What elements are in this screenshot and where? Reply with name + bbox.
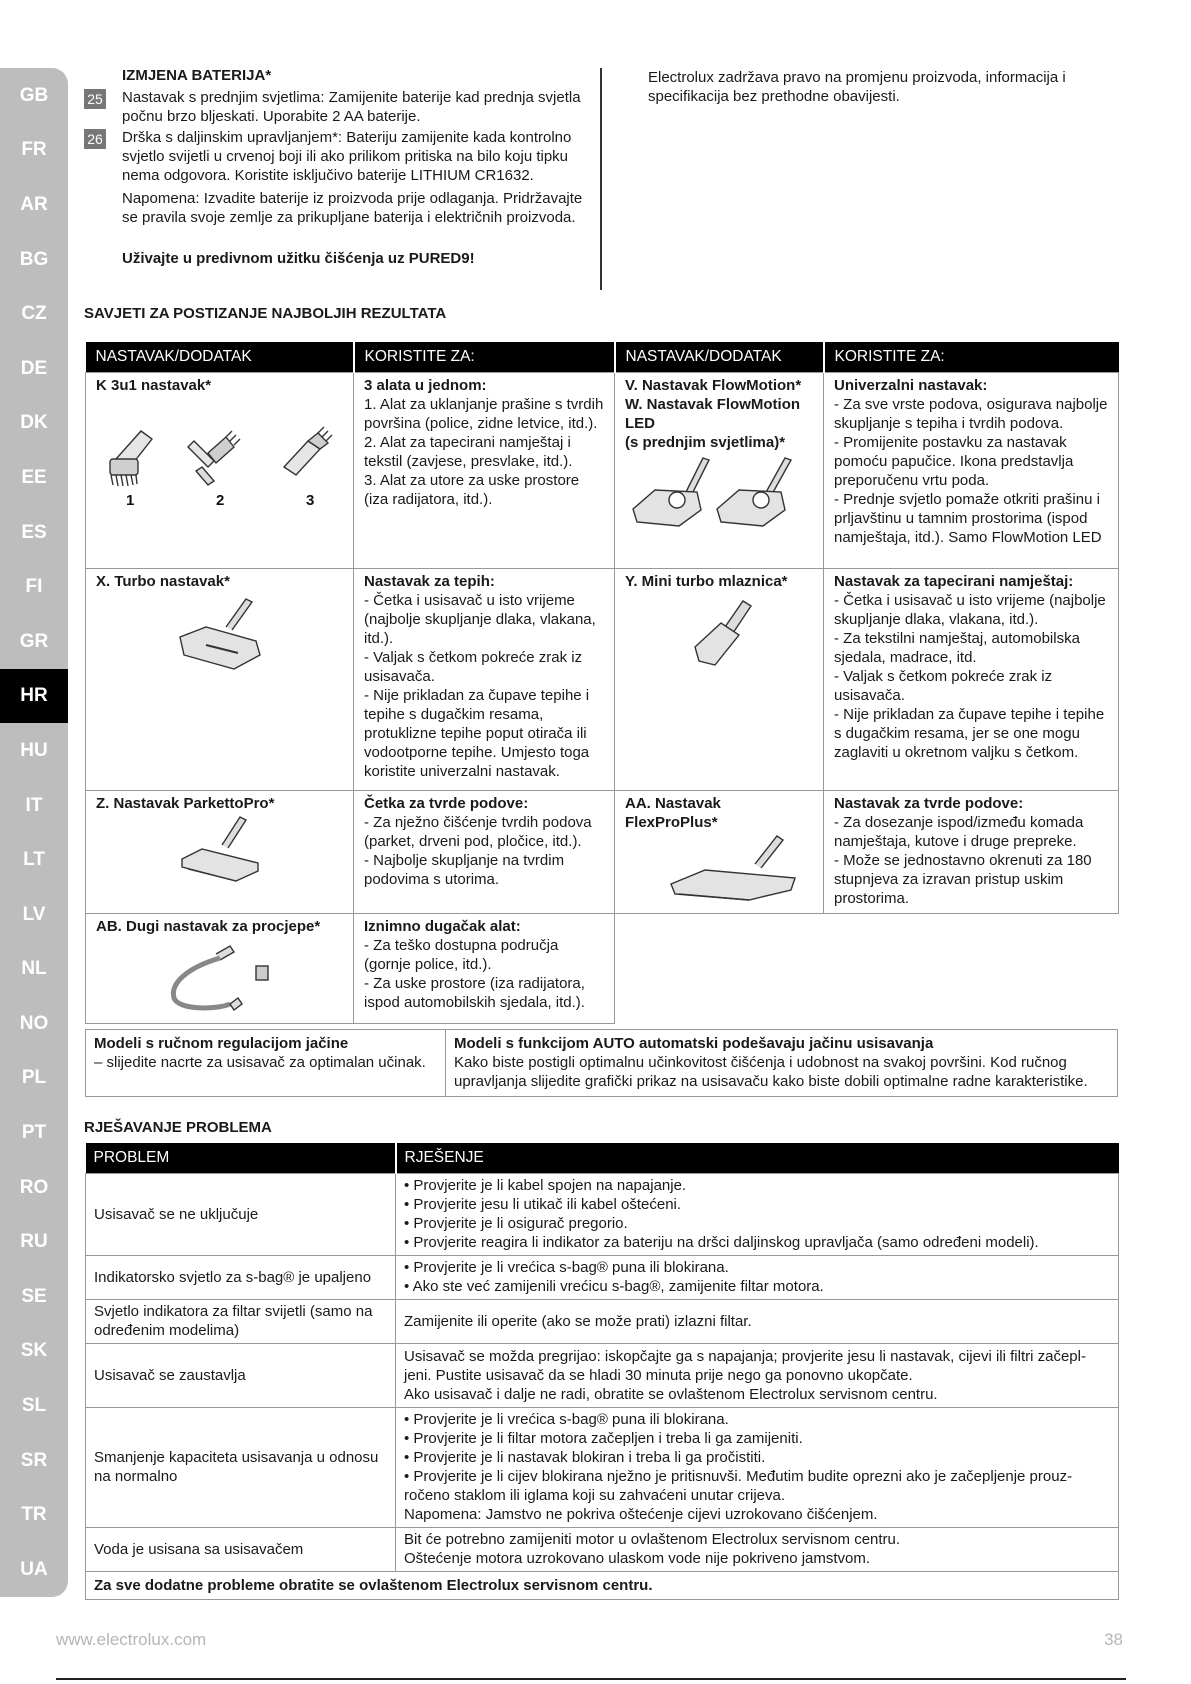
auto-models-text: Kako biste postigli optimalnu učinkovitost čišćenja i udobnost na svakoj površini. Kod ručnog upravljanja slijedite grafički prikaz na usisavaču kako biste dobili optimalne radne karakteristike. — [454, 1054, 1088, 1090]
troubleshooting-header — [86, 1143, 1119, 1173]
language-tab-cz[interactable]: CZ — [0, 286, 68, 341]
problem-cell: Svjetlo indikatora za filtar svijetli (samo na određenim modelima) — [86, 1299, 396, 1343]
use-title: Četka za tvrde podove: — [364, 794, 529, 812]
col-header: NASTAVAK/DODATAK — [86, 342, 354, 372]
problem-cell: Usisavač se zaustavlja — [86, 1343, 396, 1407]
tips-title: SAVJETI ZA POSTIZANJE NAJBOLJIH REZULTATA — [84, 305, 447, 322]
troubleshooting-title: RJEŠAVANJE PROBLEMA — [84, 1119, 272, 1136]
language-tab-ua[interactable]: UA — [0, 1542, 68, 1597]
solution-cell: • Provjerite je li kabel spojen na napajanje. • Provjerite jesu li utikač ili kabel oštećeni. • Provjerite je li osigurač pregorio. • Provjerite reagira li indikator za bateriju na dršci daljinskog upravljača (samo određeni modeli). — [396, 1173, 1119, 1255]
table-row — [86, 913, 1119, 1023]
language-tab-lt[interactable]: LT — [0, 832, 68, 887]
empty-cell — [824, 913, 1119, 1023]
use-title: Iznimno dugačak alat: — [364, 917, 521, 935]
item-number-badge: 25 — [84, 89, 106, 109]
table-row — [86, 790, 1119, 913]
accessory-aa-use — [824, 790, 1119, 913]
long-crevice-illustration — [96, 938, 343, 1018]
manual-models — [86, 1030, 446, 1096]
language-tab-hu[interactable]: HU — [0, 723, 68, 778]
accessory-k — [86, 372, 354, 568]
table-row — [86, 1299, 1119, 1343]
accessory-k-use — [354, 372, 615, 568]
language-tab-it[interactable]: IT — [0, 778, 68, 833]
solution-cell: • Provjerite je li vrećica s-bag® puna ili blokirana. • Provjerite je li filtar motora začepljen i treba li ga zamijeniti. • Provjerite je li nastavak blokiran i treba li ga pročistiti. • Provjerite je li cijev blokirana nježno je pritisnuvši. Međutim budite oprezni ako je začepljenje prouz- ročeno staklom ili iglama koji su zahvaćeni unutar crijeva. Napomena: Jamstvo ne pokriva oštećenje cijevi uzrokovano čišćenjem. — [396, 1407, 1119, 1527]
use-text: - Za teško dostupna područja (gornje police, itd.). - Za uske prostore (iza radijatora, ispod automobilskih sjedala, itd.). — [364, 936, 585, 1011]
use-title: Univerzalni nastavak: — [834, 376, 988, 394]
language-tab-fr[interactable]: FR — [0, 123, 68, 178]
language-tab-sl[interactable]: SL — [0, 1378, 68, 1433]
language-tab-hr[interactable]: HR — [0, 669, 68, 724]
accessory-x-use — [354, 568, 615, 790]
flowmotion-illustration — [625, 454, 813, 539]
troubleshooting-table — [85, 1143, 1119, 1600]
use-text: - Za dosezanje ispod/između komada namještaja, kutove i druge prepreke. - Može se jednostavno okrenuti za 180 stupnjeva za izravan pristup uskim prostorima. — [834, 813, 1092, 907]
language-tab-dk[interactable]: DK — [0, 396, 68, 451]
accessory-y — [615, 568, 824, 790]
accessory-table — [85, 342, 1119, 1024]
flexpro-illustration — [625, 834, 813, 909]
battery-title: IZMJENA BATERIJA* — [122, 67, 272, 84]
problem-cell: Voda je usisana sa usisavačem — [86, 1527, 396, 1571]
table-row — [86, 372, 1119, 568]
language-tab-ru[interactable]: RU — [0, 1214, 68, 1269]
auto-models — [446, 1030, 1117, 1096]
col-header: PROBLEM — [86, 1143, 396, 1173]
auto-models-title: Modeli s funkcijom AUTO automatski podešavaju jačinu usisavanja — [454, 1035, 934, 1052]
tool-label: 2 — [216, 491, 225, 509]
use-text: - Četka i usisavač u isto vrijeme (najbolje skupljanje dlaka, vlakana, itd.). - Za tekstilni namještaj, automobilska sjedala, madrace, itd. - Valjak s četkom pokreće zrak iz usisavača. - Nije prikladan za čupave tepihe i tepihe s dugačkim resama, jer se one mogu zaglaviti u okretnom valjku s četkom. — [834, 591, 1106, 761]
empty-cell — [615, 913, 824, 1023]
use-title: Nastavak za tapecirani namještaj: — [834, 572, 1074, 590]
language-tab-ee[interactable]: EE — [0, 450, 68, 505]
accessory-name: X. Turbo nastavak* — [96, 572, 230, 590]
table-row — [86, 1343, 1119, 1407]
problem-cell: Smanjenje kapaciteta usisavanja u odnosu na normalno — [86, 1407, 396, 1527]
language-tab-pl[interactable]: PL — [0, 1051, 68, 1106]
use-text: - Četka i usisavač u isto vrijeme (najbolje skupljanje dlaka, vlakana, itd.). - Valjak s četkom pokreće zrak iz usisavača. - Nije prikladan za čupave tepihe i tepihe s dugačkim resama, protuklizne tepihe poput otirača ili vodootporne tepihe. Umjesto toga koristite univerzalni nastavak. — [364, 591, 596, 780]
manual-models-text: – slijedite nacrte za usisavač za optimalan učinak. — [94, 1054, 426, 1071]
troubleshooting-footer: Za sve dodatne probleme obratite se ovlaštenom Electrolux servisnom centru. — [86, 1571, 1119, 1599]
language-tab-nl[interactable]: NL — [0, 942, 68, 997]
language-tab-pt[interactable]: PT — [0, 1105, 68, 1160]
manual-models-title: Modeli s ručnom regulacijom jačine — [94, 1035, 349, 1052]
footer-divider — [56, 1678, 1126, 1680]
language-tab-de[interactable]: DE — [0, 341, 68, 396]
language-tab-ar[interactable]: AR — [0, 177, 68, 232]
language-tab-sk[interactable]: SK — [0, 1324, 68, 1379]
language-tab-ro[interactable]: RO — [0, 1160, 68, 1215]
accessory-name: Z. Nastavak ParkettoPro* — [96, 794, 275, 812]
turbo-nozzle-illustration — [96, 597, 343, 677]
battery-item-25 — [84, 88, 594, 126]
battery-item-26-text: Drška s daljinskim upravljanjem*: Bateriju zamijenite kada kontrolno svjetlo svijetli u crvenoj boji ili ako prilikom pritiska na bilo koju tipku nema odgovora. Koristite isključivo baterije LITHIUM CR1632. — [122, 129, 572, 184]
accessory-vw-use — [824, 372, 1119, 568]
k-3in1-illustration — [96, 401, 343, 511]
language-tab-lv[interactable]: LV — [0, 887, 68, 942]
table-row — [86, 1527, 1119, 1571]
accessory-name: AA. Nastavak FlexProPlus* — [625, 794, 721, 831]
problem-cell: Usisavač se ne uključuje — [86, 1173, 396, 1255]
accessory-ab — [86, 913, 354, 1023]
tool-label: 1 — [126, 491, 135, 509]
language-tab-sr[interactable]: SR — [0, 1433, 68, 1488]
problem-cell: Indikatorsko svjetlo za s-bag® je upaljeno — [86, 1255, 396, 1299]
language-tab-gr[interactable]: GR — [0, 614, 68, 669]
table-row — [86, 1255, 1119, 1299]
use-text: - Za sve vrste podova, osigurava najbolje skupljanje s tepiha i tvrdih podova. - Promijenite postavku za nastavak pomoću papučice. Ikona predstavlja preporučenu vrtu poda. - Prednje svjetlo pomaže otkriti prašinu i prljavštinu u tamnim prostorima (ispod namještaja, itd.). Samo FlowMotion LED — [834, 395, 1108, 546]
accessory-aa — [615, 790, 824, 913]
battery-note: Napomena: Izvadite baterije iz proizvoda prije odlaganja. Pridržavajte se pravila svoje zemlje za prikupljane baterija i električnih proizvoda. — [122, 190, 583, 226]
language-tab-fi[interactable]: FI — [0, 559, 68, 614]
col-header: KORISTITE ZA: — [824, 342, 1119, 372]
table-footer-row — [86, 1571, 1119, 1599]
language-sidebar — [0, 68, 68, 1597]
use-title: Nastavak za tvrde podove: — [834, 794, 1024, 812]
accessory-name: K 3u1 nastavak* — [96, 376, 212, 394]
enjoy-text: Uživajte u predivnom užitku čišćenja uz PURED9! — [122, 250, 475, 267]
table-row — [86, 1407, 1119, 1527]
accessory-name: Y. Mini turbo mlaznica* — [625, 572, 788, 590]
mini-turbo-illustration — [625, 597, 813, 677]
accessory-z-use — [354, 790, 615, 913]
use-text: 1. Alat za uklanjanje prašine s tvrdih površina (police, zidne letvice, itd.). 2. Alat za tapecirani namještaj i tekstil (zavjese, presvlake, itd.). 3. Alat za utore za uske prostore (iza radijatora, itd.). — [364, 395, 604, 508]
language-tab-es[interactable]: ES — [0, 505, 68, 560]
language-tab-no[interactable]: NO — [0, 996, 68, 1051]
language-tab-gb[interactable]: GB — [0, 68, 68, 123]
language-tab-tr[interactable]: TR — [0, 1487, 68, 1542]
accessory-table-header — [86, 342, 1119, 372]
accessory-ab-use — [354, 913, 615, 1023]
battery-item-26 — [84, 128, 594, 185]
table-row — [86, 568, 1119, 790]
col-header: KORISTITE ZA: — [354, 342, 615, 372]
page-number: 38 — [1104, 1630, 1123, 1649]
tool-label: 3 — [306, 491, 315, 509]
models-info-box — [85, 1029, 1118, 1097]
disclaimer-text: Electrolux zadržava pravo na promjenu proizvoda, informacija i specifikacija bez prethodne obavijesti. — [648, 69, 1066, 105]
item-number-badge: 26 — [84, 129, 106, 149]
col-header: RJEŠENJE — [396, 1143, 1119, 1173]
language-tab-bg[interactable]: BG — [0, 232, 68, 287]
col-header: NASTAVAK/DODATAK — [615, 342, 824, 372]
accessory-z — [86, 790, 354, 913]
accessory-name: AB. Dugi nastavak za procjepe* — [96, 917, 321, 935]
use-title: 3 alata u jednom: — [364, 376, 487, 394]
use-title: Nastavak za tepih: — [364, 572, 495, 590]
footer-url[interactable]: www.electrolux.com — [56, 1630, 207, 1649]
accessory-name: V. Nastavak FlowMotion* W. Nastavak FlowMotion LED (s prednjim svjetlima)* — [625, 376, 802, 451]
solution-cell: Usisavač se možda pregrijao: iskopčajte ga s napajanja; provjerite jesu li nastavak, cijevi ili filtri začepl- jeni. Pustite usisavač da se hladi 30 minuta prije nego ga ponovno ukopčate. Ako usisavač i dalje ne radi, obratite se ovlaštenom Electrolux servisnom centru. — [396, 1343, 1119, 1407]
solution-cell: • Provjerite je li vrećica s-bag® puna ili blokirana. • Ako ste već zamijenili vrećicu s-bag®, zamijenite filtar motora. — [396, 1255, 1119, 1299]
accessory-x — [86, 568, 354, 790]
solution-cell: Zamijenite ili operite (ako se može prati) izlazni filtar. — [396, 1299, 1119, 1343]
solution-cell: Bit će potrebno zamijeniti motor u ovlaštenom Electrolux servisnom centru. Oštećenje motora uzrokovano ulaskom vode nije pokriveno jamstvom. — [396, 1527, 1119, 1571]
battery-section — [84, 66, 594, 268]
battery-item-25-text: Nastavak s prednjim svjetlima: Zamijenite baterije kad prednja svjetla počnu brzo bljeskati. Uporabite 2 AA baterije. — [122, 89, 581, 125]
language-tab-se[interactable]: SE — [0, 1269, 68, 1324]
accessory-vw — [615, 372, 824, 568]
parketto-illustration — [96, 815, 343, 890]
accessory-y-use — [824, 568, 1119, 790]
column-divider — [600, 68, 602, 290]
table-row — [86, 1173, 1119, 1255]
use-text: - Za nježno čišćenje tvrdih podova (parket, drveni pod, pločice, itd.). - Najbolje skupljanje na tvrdim podovima s utorima. — [364, 813, 592, 888]
